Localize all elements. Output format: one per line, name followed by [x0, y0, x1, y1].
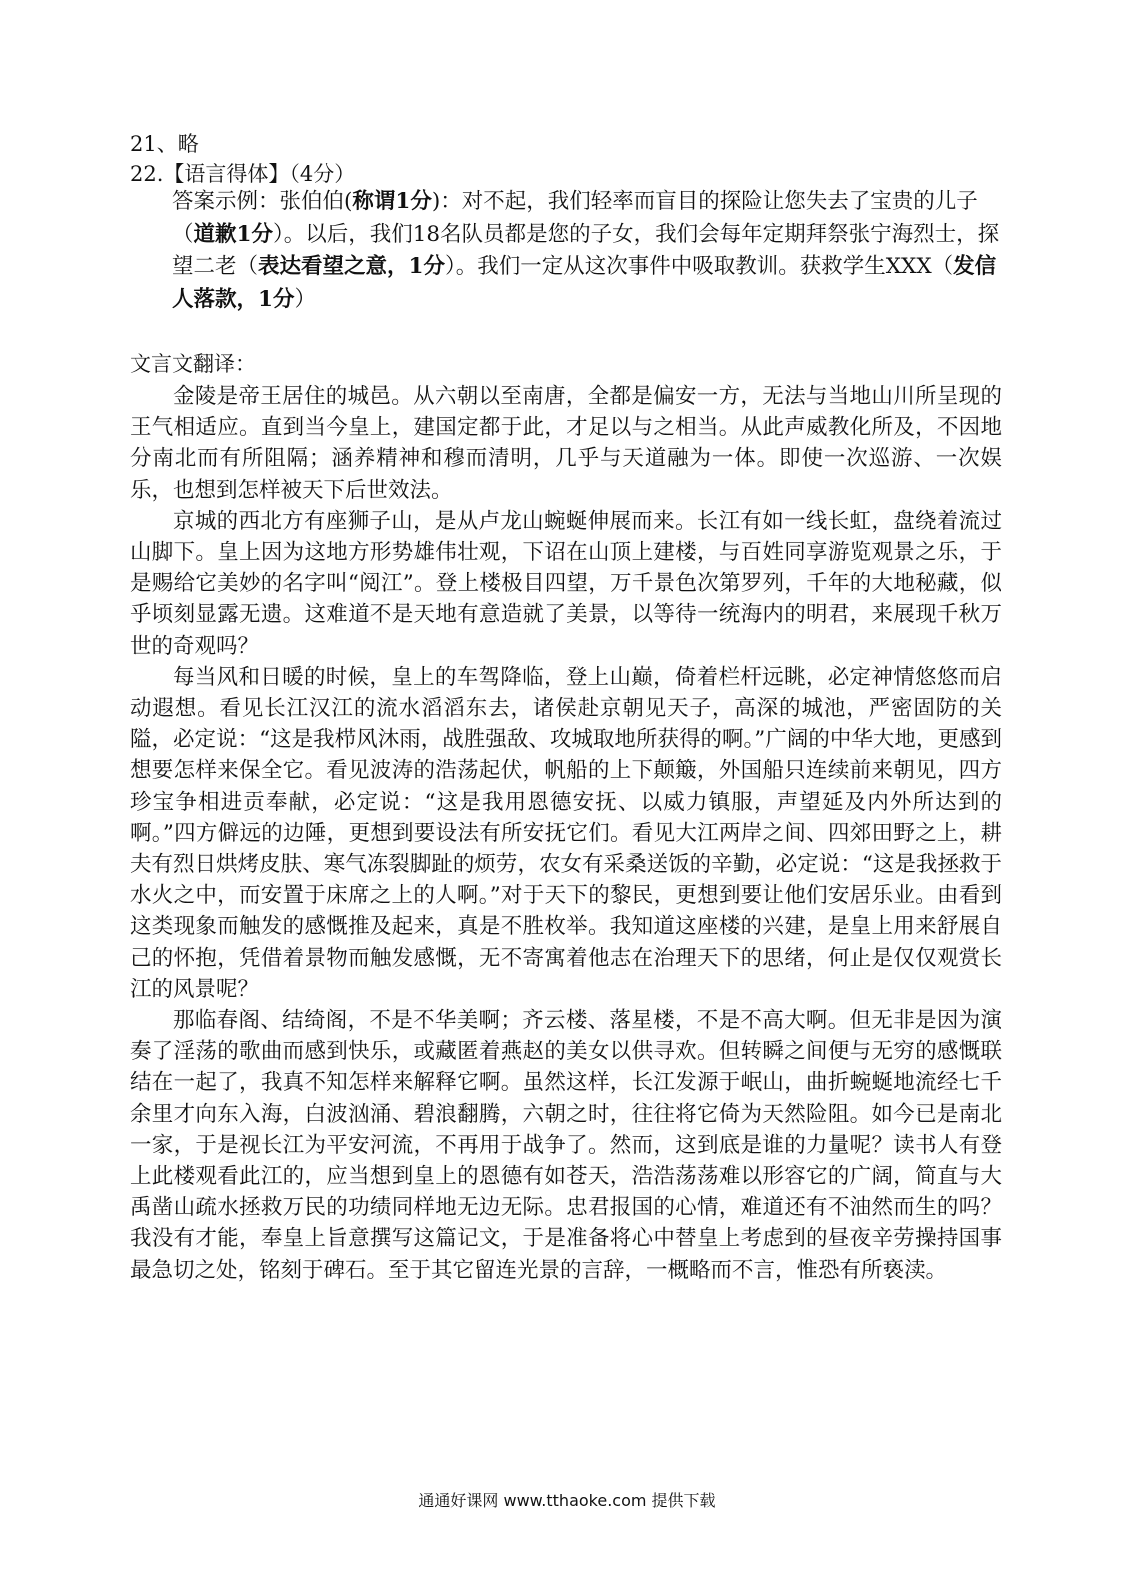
- translation-paragraph-3: 每当风和日暖的时候，皇上的车驾降临，登上山巅，倚着栏杆远眺，必定神情悠悠而启动遐想。看见长江汉江的流水滔滔东去，诸侯赴京朝见天子，高深的城池，严密固防的关隘，必定说：“这是我栉风沐雨，战胜强敌、攻城取地所获得的啊。”广阔的中华大地，更感到想要怎样来保全它。看见波涛的浩荡起伏，帆船的上下颠簸，外国船只连续前来朝见，四方珍宝争相进贡奉献，必定说：“这是我用恩德安抚、以威力镇服，声望延及内外所达到的啊。”四方僻远的边陲，更想到要设法有所安抚它们。看见大江两岸之间、四郊田野之上，耕夫有烈日烘烤皮肤、寒气冻裂脚趾的烦劳，农女有采桑送饭的辛勤，必定说：“这是我拯救于水火之中，而安置于床席之上的人啊。”对于天下的黎民，更想到要让他们安居乐业。由看到这类现象而触发的感慨推及起来，真是不胜枚举。我知道这座楼的兴建，是皇上用来舒展自己的怀抱，凭借着景物而触发感慨，无不寄寓着他志在治理天下的思绪，何止是仅仅观赏长江的风景呢？: [130, 664, 1002, 1002]
- answer-segment-2: ）。以后，我们18名队员都是您的子女，我们会每年定期拜祭张宁海烈士，探望二老（: [172, 221, 1000, 279]
- answer-segment-4: ）: [294, 286, 316, 312]
- score-mark-3: 表达看望之意，1分: [258, 254, 445, 279]
- answer-segment-3: ）。我们一定从这次事件中吸取教训。获救学生XXX（: [444, 254, 954, 279]
- translation-paragraph-2: 京城的西北方有座狮子山，是从卢龙山蜿蜒伸展而来。长江有如一线长虹，盘绕着流过山脚下。皇上因为这地方形势雄伟壮观，下诏在山顶上建楼，与百姓同享游览观景之乐，于是赐给它美妙的名字叫“阅江”。登上楼极目四望，万千景色次第罗列，千年的大地秘藏，似乎顷刻显露无遗。这难道不是天地有意造就了美景，以等待一统海内的明君，来展现千秋万世的奇观吗？: [130, 508, 1002, 659]
- translation-body: [130, 381, 1002, 1286]
- score-mark-4: 发信人落款，1分: [172, 254, 997, 312]
- answer-segment-1: )：对不起，我们轻率而盲目的探险让您失去了宝贵的儿子（: [172, 189, 978, 247]
- translation-paragraph-1: 金陵是帝王居住的城邑。从六朝以至南唐，全都是偏安一方，无法与当地山川所呈现的王气相适应。直到当今皇上，建国定都于此，才足以与之相当。从此声威教化所及，不因地分南北而有所阻隔；涵养精神和穆而清明，几乎与天道融为一体。即使一次巡游、一次娱乐，也想到怎样被天下后世效法。: [130, 384, 1002, 503]
- answer-prefix: 答案示例：张伯伯(: [172, 189, 353, 214]
- question-22-answer: [172, 186, 1002, 316]
- score-mark-1: 称谓1分: [352, 189, 432, 214]
- score-mark-2: 道歉1分: [193, 221, 273, 247]
- question-22-title: 22.【语言得体】（4分）: [130, 162, 356, 186]
- question-21: 21、略: [130, 132, 199, 156]
- translation-title: 文言文翻译：: [130, 352, 256, 376]
- page-footer: 通通好课网 www.tthaoke.com 提供下载: [418, 1491, 716, 1510]
- translation-paragraph-4: 那临春阁、结绮阁，不是不华美啊；齐云楼、落星楼，不是不高大啊。但无非是因为演奏了淫荡的歌曲而感到快乐，或藏匿着燕赵的美女以供寻欢。但转瞬之间便与无穷的感慨联结在一起了，我真不知怎样来解释它啊。虽然这样，长江发源于岷山，曲折蜿蜒地流经七千余里才向东入海，白波汹涌、碧浪翻腾，六朝之时，往往将它倚为天然险阻。如今已是南北一家，于是视长江为平安河流，不再用于战争了。然而，这到底是谁的力量呢？读书人有登上此楼观看此江的，应当想到皇上的恩德有如苍天，浩浩荡荡难以形容它的广阔，简直与大禹凿山疏水拯救万民的功绩同样地无边无际。忠君报国的心情，难道还有不油然而生的吗？我没有才能，奉皇上旨意撰写这篇记文，于是准备将心中替皇上考虑到的昼夜辛劳操持国事最急切之处，铭刻于碑石。至于其它留连光景的言辞，一概略而不言，惟恐有所亵渎。: [130, 1008, 1002, 1283]
